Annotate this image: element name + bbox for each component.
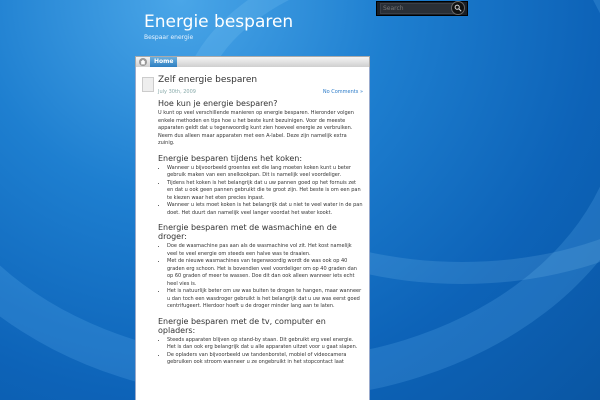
- section-heading: Energie besparen met de tv, computer en opladers:: [158, 316, 326, 335]
- list-item: • Tijdens het koken is het belangrijk dat u uw pannen goed op het fornuis zet en dat u ook geen pannen gebruikt die te groot zijn. Het beste is om een pan te kiezen waar het eten precies inpast.: [167, 180, 363, 203]
- home-icon[interactable]: [139, 58, 147, 66]
- list-item: • Met de nieuwe wasmachines van tegenwoordig wordt de was ook op 40 graden erg schoon. Het is bovendien veel voordeliger om op 40 graden dan op 60 graden of meer te wassen. Doe dit dan ook alleen wanneer iets echt heel vies is.: [167, 258, 363, 288]
- tab-home[interactable]: Home: [150, 57, 177, 67]
- list-item: • Het is natuurlijk beter om uw was buiten te drogen te hangen, maar wanneer u dan toch een wasdroger gebruikt is het belangrijk dat u uw was eerst goed centrifugeert. Hierdoor hoeft u de droger minder lang aan te laten.: [167, 288, 363, 311]
- list-item: • Wanneer u iets moet koken is het belangrijk dat u niet te veel water in de pan doet. Het duurt dan namelijk veel langer voordat het water kookt.: [167, 202, 363, 217]
- section-heading: Energie besparen tijdens het koken:: [158, 153, 303, 163]
- search-icon: [454, 4, 462, 12]
- bullet-list: [158, 337, 363, 367]
- list-item: • Steeds apparaten blijven op stand-by staan. Dit gebruikt erg veel energie. Het is dan ook erg belangrijk dat u alle apparaten uitzet voor u gaat slapen.: [167, 337, 363, 352]
- content-area: [135, 67, 370, 400]
- list-item: • Wanneer u bijvoorbeeld groentes eet die lang moeten koken kunt u beter gebruik maken van een snelkookpan. Dit is namelijk veel voordeliger.: [167, 165, 363, 180]
- search-input[interactable]: [380, 3, 458, 14]
- site-tagline: Bespaar energie: [144, 34, 194, 41]
- bullet-list: [158, 243, 363, 311]
- section-heading: Energie besparen met de wasmachine en de droger:: [158, 223, 337, 241]
- list-item: • Doe de wasmachine pas aan als de wasmachine vol zit. Het kost namelijk veel te veel energie om steeds een halve was te draaien.: [167, 243, 363, 258]
- bullet-list: [158, 165, 363, 218]
- post-date: July 30th, 2009: [158, 89, 196, 95]
- post-body: [158, 99, 363, 373]
- comments-link[interactable]: No Comments »: [322, 89, 363, 95]
- search-button[interactable]: [451, 1, 465, 15]
- post-icon: [142, 77, 154, 92]
- section-paragraph: U kunt op veel verschillende manieren op energie besparen. Hieronder volgen enkele methoden en tips hoe u het beste kunt bezuinigen. Voor de meeste apparaten geldt dat u tegenwoordig kunt zien hoeveel energie ze verbruiken. Neem dus alleen maar apparaten met een A-label. Deze zijn namelijk extra zuinig.: [158, 110, 354, 146]
- post-title[interactable]: Zelf energie besparen: [158, 75, 258, 85]
- list-item: • De opladers van bijvoorbeeld uw tandenborstel, mobiel of videocamera gebruiken ook stroom wanneer u ze ongebruikt in het stopcontact laat: [167, 352, 363, 367]
- section-heading: Hoe kun je energie besparen?: [158, 99, 278, 108]
- site-title[interactable]: Energie besparen: [144, 12, 294, 32]
